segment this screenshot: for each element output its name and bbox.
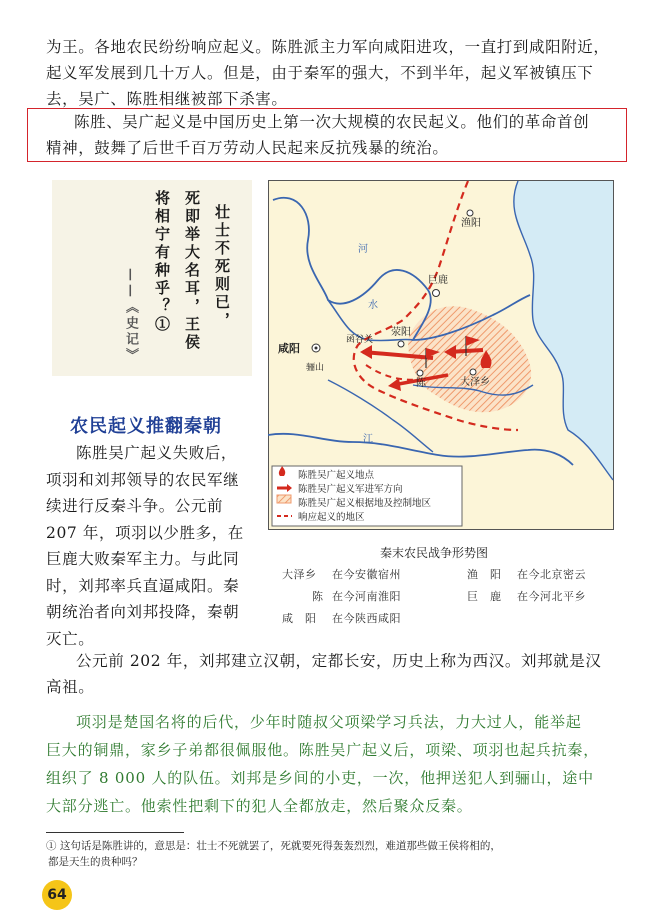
footnote-line: 都是天生的贵种吗？ xyxy=(48,856,143,868)
map-label-river-he: 河 xyxy=(358,244,368,255)
city-marker-yuyang xyxy=(467,210,473,216)
section-heading: 农民起义推翻秦朝 xyxy=(70,416,222,437)
page-number: 64 xyxy=(42,880,72,910)
map-label-chen: 陈 xyxy=(416,378,426,389)
han-line: 公元前 202 年，刘邦建立汉朝，定都长安，历史上称为西汉。刘邦就是汉 xyxy=(76,652,602,670)
note-desc: 在今北京密云 xyxy=(517,568,586,581)
highlight-line: 精神，鼓舞了后世千百万劳动人民起来反抗残暴的统治。 xyxy=(46,139,449,157)
story-line: 大部分逃亡。他索性把剩下的犯人全都放走，然后聚众反秦。 xyxy=(46,797,473,815)
section-line: 时，刘邦率兵直逼咸阳。秦 xyxy=(46,576,240,595)
map-caption: 秦末农民战争形势图 xyxy=(380,546,489,560)
note-desc: 在今陕西咸阳 xyxy=(332,612,401,625)
note-desc: 在今河南淮阳 xyxy=(332,590,401,603)
map-label-yuyang: 渔阳 xyxy=(461,218,481,229)
section-line: 灭亡。 xyxy=(46,629,95,648)
footnote-divider xyxy=(46,832,184,833)
map-label-dazexiang: 大泽乡 xyxy=(460,377,490,388)
note-name: 巨 鹿 xyxy=(467,590,502,603)
intro-line: 为王。各地农民纷纷响应起义。陈胜派主力军向咸阳进攻，一直打到咸阳附近， xyxy=(46,38,610,56)
map-label-xingyang: 荥阳 xyxy=(391,327,411,338)
intro-line: 起义军发展到几十万人。但是，由于秦军的强大，不到半年，起义军被镇压下 xyxy=(46,64,594,82)
story-line: 项羽是楚国名将的后代，少年时随叔父项梁学习兵法，力大过人，能举起 xyxy=(76,713,582,731)
city-marker-julu xyxy=(433,290,440,297)
quote-box xyxy=(52,180,252,376)
section-line: 朝统治者向刘邦投降，秦朝 xyxy=(46,603,240,621)
section-paragraph xyxy=(46,440,266,652)
footnote xyxy=(46,838,626,870)
section-line: 陈胜吴广起义失败后， xyxy=(76,444,238,462)
story-line: 组织了 8 000 人的队伍。刘邦是乡间的小吏，一次，他押送犯人到骊山，途中 xyxy=(46,769,594,787)
map-figure xyxy=(268,180,614,530)
legend-item: 响应起义的地区 xyxy=(298,512,365,523)
legend-item: 陈胜吴广起义根据地及控制地区 xyxy=(298,498,432,509)
legend-item: 陈胜吴广起义军进军方向 xyxy=(298,484,403,495)
map-label-julu: 巨鹿 xyxy=(428,275,448,286)
note-desc: 在今安徽宿州 xyxy=(332,568,401,581)
story-paragraph xyxy=(46,708,626,820)
city-marker-chen xyxy=(417,370,423,376)
quote-source: ——《史记》 xyxy=(123,268,138,364)
highlight-box xyxy=(27,108,627,162)
note-name: 陈 xyxy=(312,590,324,603)
note-name: 咸 阳 xyxy=(282,612,317,625)
quote-column: 将相宁有种乎？① xyxy=(153,190,171,334)
map-label-river-shui: 水 xyxy=(368,300,378,311)
han-paragraph xyxy=(46,648,626,700)
note-desc: 在今河北平乡 xyxy=(517,590,586,603)
map-label-xianyang: 咸阳 xyxy=(278,342,300,355)
city-marker-dazexiang xyxy=(470,369,476,375)
intro-paragraph xyxy=(46,34,626,112)
map-label-river-jiang: 江 xyxy=(363,434,373,445)
map-notes xyxy=(282,566,622,632)
han-line: 高祖。 xyxy=(46,678,95,696)
section-line: 项羽和刘邦领导的农民军继 xyxy=(46,470,240,489)
quote-column: 壮士不死则已， xyxy=(213,204,231,330)
footnote-line: ① 这句话是陈胜讲的，意思是：壮士不死就罢了，死就要死得轰轰烈烈，难道那些做王侯将相的， xyxy=(46,840,501,852)
map-label-hangu: 函谷关 xyxy=(346,335,374,345)
quote-column: 死即举大名耳，王侯 xyxy=(183,190,201,352)
note-name: 渔 阳 xyxy=(467,568,502,581)
section-line: 207 年，项羽以少胜多，在 xyxy=(46,523,244,542)
intro-line: 去，吴广、陈胜相继被部下杀害。 xyxy=(46,90,288,108)
highlight-line: 陈胜、吴广起义是中国历史上第一次大规模的农民起义。他们的革命首创 xyxy=(74,113,590,131)
section-line: 巨鹿大败秦军主力。与此同 xyxy=(46,550,240,568)
legend-icon-area xyxy=(277,495,291,503)
story-line: 巨大的铜鼎，家乡子弟都很佩服他。陈胜吴广起义后，项梁、项羽也起兵抗秦， xyxy=(46,741,600,759)
note-name: 大泽乡 xyxy=(282,568,317,581)
legend-item: 陈胜吴广起义地点 xyxy=(298,470,375,481)
map-label-lishan: 骊山 xyxy=(306,363,325,373)
section-line: 续进行反秦斗争。公元前 xyxy=(46,497,224,515)
city-marker-xingyang xyxy=(398,341,404,347)
